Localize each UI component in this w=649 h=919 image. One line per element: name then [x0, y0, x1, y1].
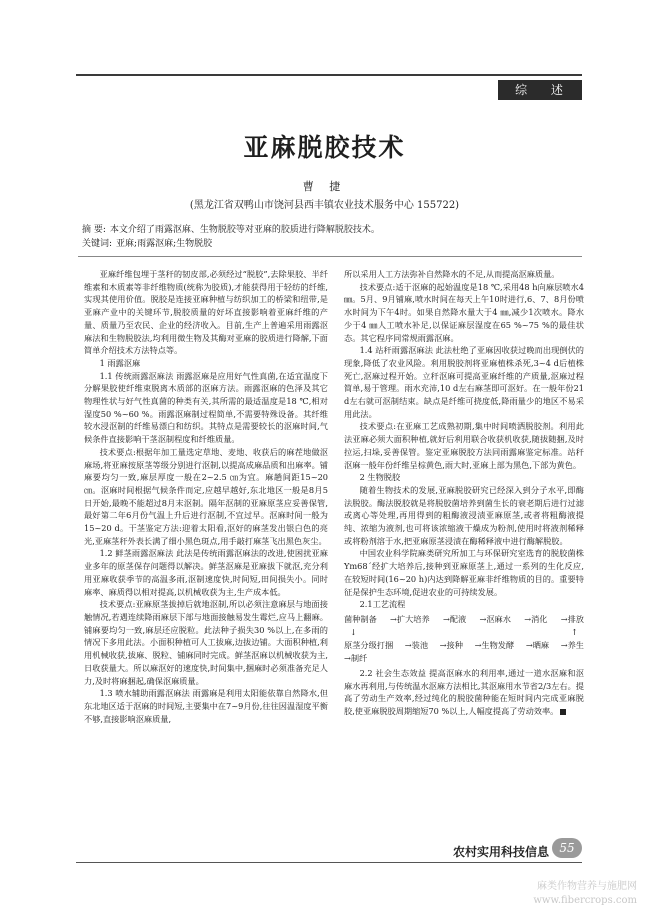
flow-row-1	[344, 613, 584, 626]
article-title: 亚麻脱胶技术	[243, 133, 406, 162]
paragraph: 技术要点:适于沤麻的起始温度是18 ℃,采用48 h向麻层喷水4 ㎜。5月、9月铺麻,喷水时间在每天上午10时进行,6、7、8月份喷水时间为下午4时。如果自然降水量大于4 ㎜,减少1次喷水。降水少于4 ㎜人工喷水补足,以保证麻层湿度在65 %~75 %的最佳状态。其它程序同常规雨露沤麻。	[344, 281, 584, 343]
keywords-label: 关键词:	[82, 239, 113, 249]
abstract-label: 摘 要:	[82, 225, 106, 235]
flow-connectors	[344, 626, 584, 639]
paragraph	[344, 667, 584, 718]
end-mark-icon	[560, 709, 566, 715]
affiliation: (黑龙江省双鸭山市饶河县西丰镇农业技术服务中心 155722)	[189, 200, 460, 211]
page-number: 55	[552, 838, 582, 858]
process-flow	[344, 613, 584, 665]
author: 曹 捷	[302, 180, 347, 193]
paragraph: 中国农业科学院麻类研究所加工与环保研究室选育的脱胶菌株Ym68´经扩大培养后,接种到亚麻原茎上,通过一系列的生化反应,在较短时间(16~20 h)内达到降解亚麻非纤维物质的目的。重要特征是保护生态环境,促进农业的可持续发展。	[344, 548, 584, 597]
paragraph: 1.1 传统雨露沤麻法 雨露沤麻是应用好气性真菌,在适宜温度下分解果胶使纤维束脱离木质部的沤麻方法。雨露沤麻的色泽及其它物理性状与好气性真菌的种类有关,其所需的最适温度是18 ℃,相对湿度50 %~60 %。雨露沤麻制过程简单,不需要特殊设备。其纤维较水浸沤制的纤维易漂白和纺织。其特点是需要较长的沤麻时间,气候条件直接影响干茎沤制程度和纤维质量。	[84, 370, 328, 445]
flow-step: →晒麻	[525, 639, 550, 650]
paragraph: 所以采用人工方法弥补自然降水的不足,从而提高沤麻质量。	[344, 269, 560, 279]
abstract-block	[82, 223, 582, 251]
flow-step: →养生	[560, 639, 584, 650]
watermark	[533, 880, 637, 908]
paragraph: 随着生物技术的发展,亚麻脱胶研究已经深入到分子水平,即酶法脱胶。酶法脱胶就是将脱胶菌培养到菌生长的衰老期后进行过滤或离心等处理,再用得到的粗酶液浸渍亚麻原茎,或者将粗酶液提纯、浓缩为液剂,也可将该浓缩液干燥成为粉剂,使用时将液剂稀释或将粉剂溶于水,把亚麻原茎浸渍在酶稀释液中进行酶解脱胶。	[344, 484, 584, 546]
paragraph: 技术要点:亚麻原茎拔掉后就地沤制,所以必须注意麻层与地面接触情况,若遇连续降雨麻层下部与地面接触易发生霉烂,应马上翻麻。铺麻要均匀一致,麻层还应脱粒。此法种子损失30 %以上,在多雨的情况下多用此法。小面积种植可人工拔麻,边拔边铺。大面积种植,利用机械收获,拔麻、脱粒、铺麻同时完成。鲜茎沤麻以机械收获为主,日收获量大。所以麻沤好的速度快,时间集中,捆麻时必须准备充足人力,及时将麻捆起,确保沤麻质量。	[84, 599, 328, 686]
subsection-heading: 2.1工艺流程	[359, 599, 406, 610]
flow-step: →生物发酵	[474, 639, 515, 650]
flow-row-2	[344, 639, 584, 652]
flow-step: 菌种制备	[344, 613, 377, 624]
right-column	[344, 268, 584, 718]
paragraph-text: 2.2 社会生态效益 提高沤麻水的利用率,通过一道水沤麻和沤麻水再利用,与传统温水沤麻方法相比,其沤麻用水节省2/3左右。提高了劳动生产效率,经过纯化的脱胶菌种能在短时间内完成亚麻脱胶,使亚麻脱胶周期缩短70 %以上,人幅度提高了劳动效率。	[344, 667, 584, 717]
flow-step: 原茎分级打捆	[344, 639, 394, 650]
section-heading: 2 生物脱胶	[359, 472, 401, 483]
flow-row-3: →制纤	[344, 652, 368, 663]
abstract	[82, 223, 582, 237]
up-arrow-icon: ↑	[571, 626, 578, 637]
journal-name: 农村实用科技信息	[452, 845, 549, 859]
footer-rule	[76, 862, 582, 863]
flow-step: →扩大培养	[390, 613, 430, 624]
left-column	[84, 268, 328, 725]
section-heading: 1 雨露沤麻	[99, 357, 141, 368]
flow-step: →消化	[524, 613, 548, 624]
paragraph: 1.2 鲜茎雨露沤麻法 此法是传统雨露沤麻法的改进,使困扰亚麻业多年的原茎保存问题得以解决。鲜茎沤麻是亚麻拔下就沤,充分利用亚麻收获季节的高温多雨,沤制速度快,时间短,田间损失小。同时麻率、麻质得以相对提高,以机械收获为主,生产成本低。	[84, 548, 328, 597]
section-tag: 综 述	[498, 80, 582, 100]
paragraph: 技术要点:在亚麻工艺成熟初期,集中时间喷洒脱胶剂。利用此法亚麻必须大面积种植,就好后利用联合收获机收获,随拔随捆,及时拉运,扫垛,妥善保管。鉴定亚麻脱胶方法同雨露麻鉴定标准。站秆沤麻一般年份纤维呈棕黄色,雨大时,亚麻上部为黑色,下部为黄色。	[344, 421, 584, 470]
flow-step: →沤麻水	[479, 613, 511, 624]
keywords-text: 亚麻;雨露沤麻;生物脱胶	[116, 239, 213, 249]
paragraph: 亚麻纤维包埋于茎秆的韧皮部,必须经过“脱胶”,去除果胶、半纤维素和木质素等非纤维物质(统称为胶质),才能获得用于轻纺的纤维,实现其使用价值。脱胶是连接亚麻种植与纺织加工的桥梁和纽带,是亚麻产业中的关键环节,脱胶质量的好坏直接影响着亚麻纤维的产量、质量乃至农民、企业的经济收入。目前,生产上普遍采用雨露沤麻法和生物脱胶法,均利用微生物及其酶对亚麻的胶质进行降解,下面简单介绍技术方法特点等。	[84, 269, 328, 356]
keywords	[82, 237, 582, 251]
paragraph: 1.4 站秆雨露沤麻法 此法杜绝了亚麻因收获过晚而出现倒伏的现象,降低了农业风险。利用脱胶剂将亚麻植株杀死,3~4 d后植株死亡,沤麻过程开始。立秆沤麻可提高亚麻纤维的产质量,沤麻过程简单,易于管理。雨水充沛,10 d左右麻茎即可沤好。在一般年份21 d左右就可沤制结束。缺点是纤维可挠度低,降雨量少的地区不易采用此法。	[344, 345, 584, 419]
header-rule	[76, 74, 582, 76]
flow-step: →装池	[404, 639, 429, 650]
flow-step: →配液	[442, 613, 467, 624]
down-arrow-icon: ↓	[350, 626, 357, 637]
watermark-line: 麻类作物营养与施肥网	[537, 881, 637, 892]
abstract-divider	[78, 256, 582, 257]
paragraph: 技术要点:根据年加工量选定草地、麦地、收获后的麻茬地做沤麻场,将亚麻按原茎等级分别进行沤制,以提高成麻品质和出麻率。铺麻要均匀一致,麻层厚度一般在2~2.5 ㎝为宜。麻趟间距15~20 ㎝。沤麻时间根据气候条件而定,应越早越好,东北地区一般是8月5日开始,最晚不能超过8月末沤制。隔年沤制的亚麻原茎应妥善保管,最好第二年6月份气温上升后进行沤制,不宜过早。沤麻时间一般为15~20 d。干茎鉴定方法:迎着太阳看,沤好的麻茎发出银白色的亮光,亚麻茎秆外表长满了细小黑色斑点,用手敲打麻茎飞出黑色灰尘。	[84, 446, 328, 546]
paragraph: 1.3 喷水辅助雨露沤麻法 雨露麻是利用太阳能依靠自然降水,但东北地区适于沤麻的时间短,主要集中在7~9月份,往往因温湿度平衡不够,直接影响沤麻质量,	[84, 688, 328, 724]
watermark-line: www.fibercrops.com	[533, 895, 637, 906]
flow-step: →接种	[439, 639, 463, 650]
flow-step: →排放	[560, 613, 584, 624]
abstract-text: 本文介绍了雨露沤麻、生物脱胶等对亚麻的胶质进行降解脱胶技术。	[109, 225, 380, 235]
